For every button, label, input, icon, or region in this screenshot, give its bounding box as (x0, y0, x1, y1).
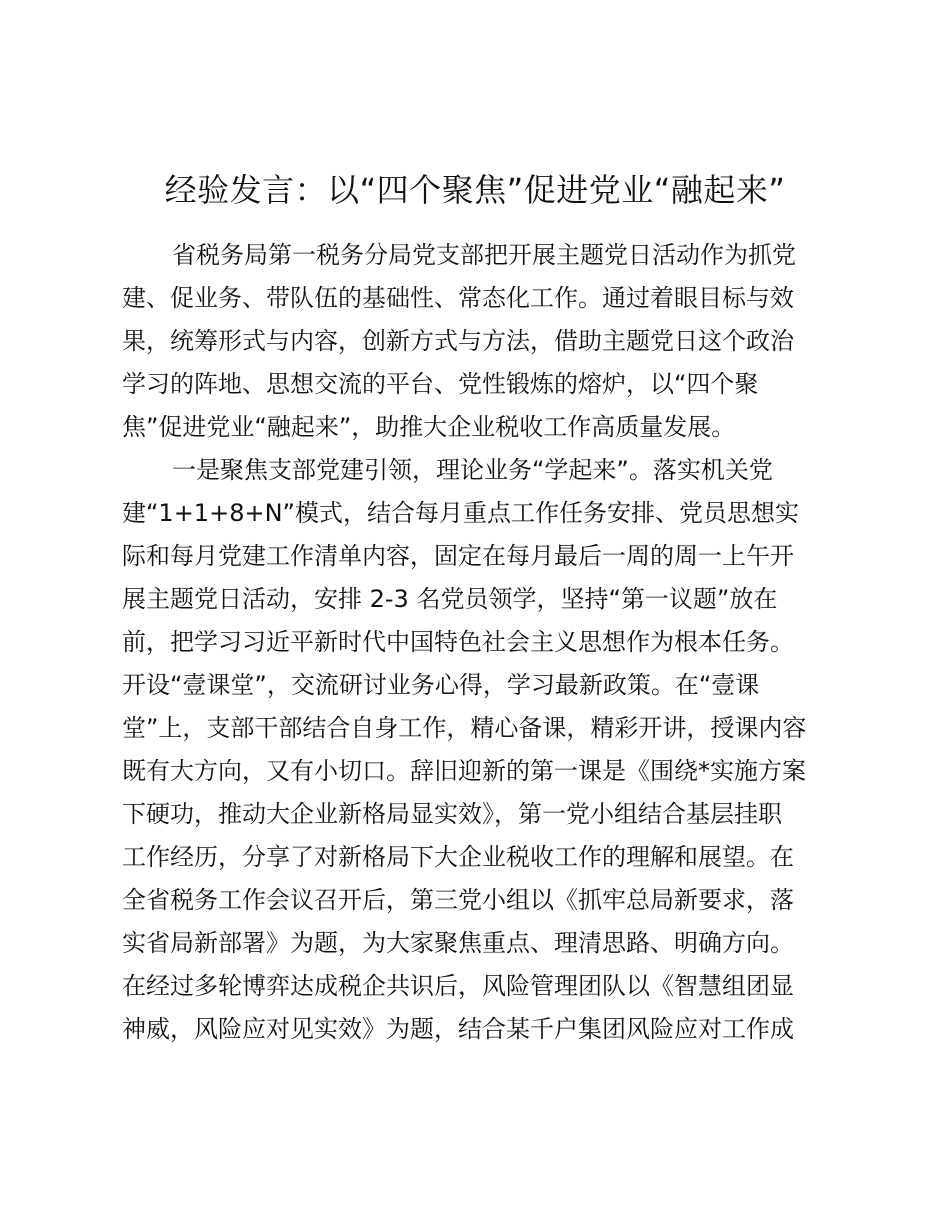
document-title: 经验发言：以“四个聚焦”促进党业“融起来” (164, 171, 786, 209)
paragraph-2-line-1: 一是聚焦支部党建引领，理论业务“学起来”。落实机关党 (172, 456, 773, 484)
paragraph-1-line-3: 果，统筹形式与内容，创新方式与方法，借助主题党日这个政治 (122, 327, 794, 355)
paragraph-2-line-7: 堂”上，支部干部结合自身工作，精心备课，精彩开讲，授课内容 (122, 714, 807, 742)
paragraph-2-line-9: 下硬功，推动大企业新格局显实效》，第一党小组结合基层挂职 (122, 800, 782, 828)
paragraph-2-line-12: 实省局新部署》为题，为大家聚焦重点、理清思路、明确方向。 (122, 929, 794, 957)
paragraph-1-line-5: 焦”促进党业“融起来”，助推大企业税收工作高质量发展。 (122, 413, 736, 441)
paragraph-2-line-6: 开设“壹课堂”，交流研讨业务心得，学习最新政策。在“壹课 (122, 671, 760, 699)
paragraph-2-line-10: 工作经历，分享了对新格局下大企业税收工作的理解和展望。在 (122, 843, 794, 871)
paragraph-2-line-2: 建“1+1+8+N”模式，结合每月重点工作任务安排、党员思想实 (122, 499, 799, 527)
paragraph-2-line-3: 际和每月党建工作清单内容，固定在每月最后一周的周一上午开 (122, 542, 794, 570)
paragraph-2-line-4: 展主题党日活动，安排 2-3 名党员领学，坚持“第一议题”放在 (122, 585, 778, 613)
document-body (122, 234, 834, 1051)
paragraph-2-line-13: 在经过多轮博弈达成税企共识后，风险管理团队以《智慧组团显 (122, 972, 794, 1000)
paragraph-2-line-8: 既有大方向，又有小切口。辞旧迎新的第一课是《围绕*实施方案 (122, 757, 806, 785)
paragraph-2-line-11: 全省税务工作会议召开后，第三党小组以《抓牢总局新要求，落 (122, 886, 794, 914)
paragraph-2-line-14: 神威，风险应对见实效》为题，结合某千户集团风险应对工作成 (122, 1015, 794, 1043)
paragraph-2-line-5: 前，把学习习近平新时代中国特色社会主义思想作为根本任务。 (122, 628, 794, 656)
paragraph-1-line-4: 学习的阵地、思想交流的平台、党性锻炼的熔炉，以“四个聚 (122, 370, 759, 398)
paragraph-1-line-1: 省税务局第一税务分局党支部把开展主题党日活动作为抓党 (172, 241, 796, 269)
paragraph-1-line-2: 建、促业务、带队伍的基础性、常态化工作。通过着眼目标与效 (122, 284, 794, 312)
